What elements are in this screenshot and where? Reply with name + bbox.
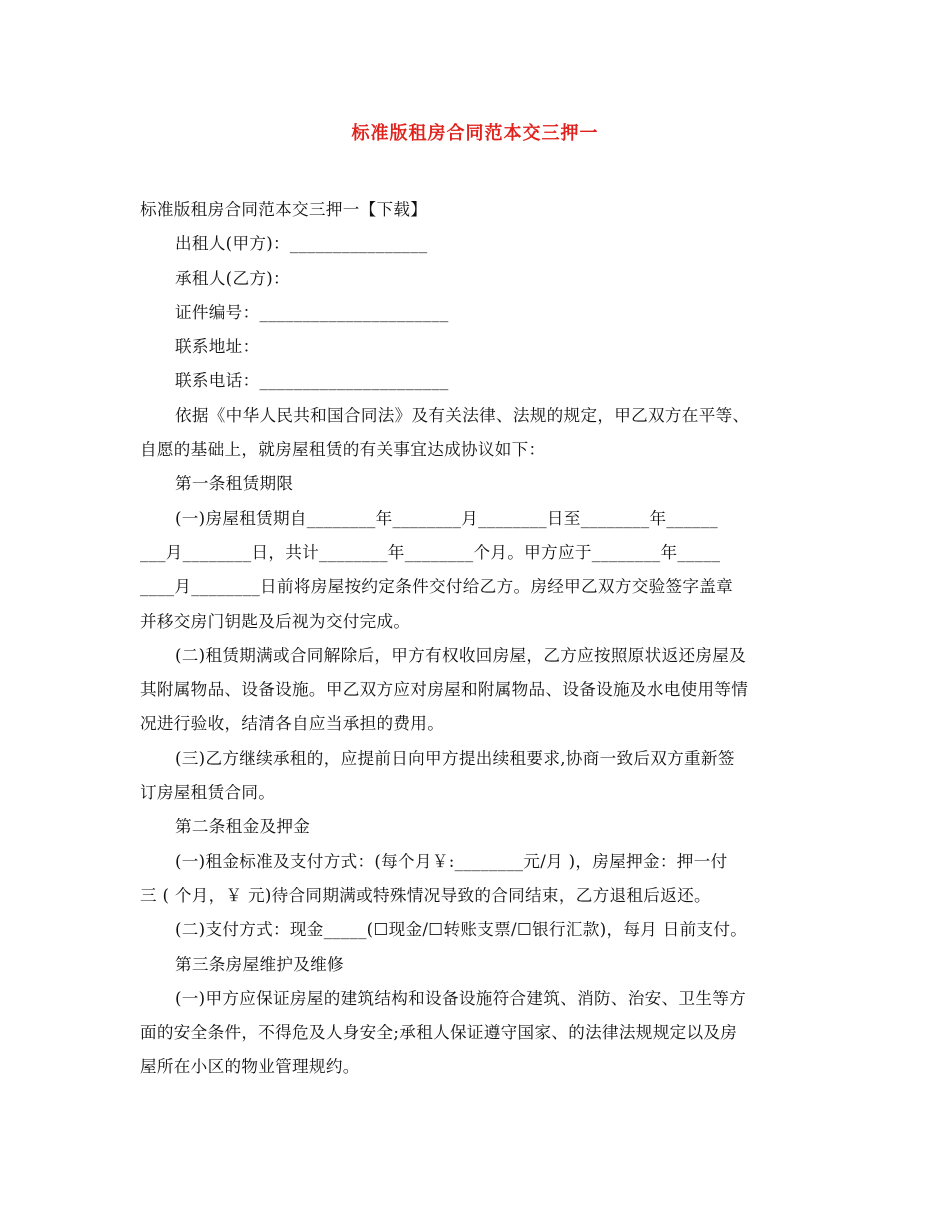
document-line: ___月________日，共计________年________个月。甲方应于________年_____ <box>140 542 721 562</box>
document-line: 第三条房屋维护及维修 <box>175 954 344 974</box>
document-line: 面的安全条件，不得危及人身安全;承租人保证遵守国家、的法律法规规定以及房 <box>140 1023 738 1043</box>
document-line: ____月________日前将房屋按约定条件交付给乙方。房经甲乙双方交验签字盖章 <box>140 577 734 597</box>
document-line: 联系地址： <box>175 337 260 357</box>
document-line: 承租人(乙方)： <box>175 268 290 288</box>
document-line: 自愿的基础上，就房屋租赁的有关事宜达成协议如下： <box>140 440 546 460</box>
document-line: 订房屋租赁合同。 <box>140 783 276 803</box>
document-line: (一)租金标准及支付方式：(每个月￥:________元/月 )，房屋押金：押一付 <box>175 851 728 871</box>
document-line: 出租人(甲方)：________________ <box>175 234 428 254</box>
document-line: 标准版租房合同范本交三押一【下载】 <box>140 200 428 219</box>
document-line: (一)甲方应保证房屋的建筑结构和设备设施符合建筑、消防、治安、卫生等方 <box>175 988 747 1008</box>
document-line: 三 ( 个月，￥ 元)待合同期满或特殊情况导致的合同结束，乙方退租后返还。 <box>140 885 711 905</box>
document-line: 第一条租赁期限 <box>175 474 294 494</box>
document-line: 证件编号：______________________ <box>175 302 449 322</box>
document-line: 其附属物品、设备设施。甲乙双方应对房屋和附属物品、设备设施及水电使用等情 <box>140 680 749 700</box>
document-line: 第二条租金及押金 <box>175 817 311 837</box>
document-title: 标准版租房合同范本交三押一 <box>351 123 599 144</box>
document-line: 依据《中华人民共和国合同法》及有关法律、法规的规定，甲乙双方在平等、 <box>175 405 750 425</box>
document-line: (二)租赁期满或合同解除后，甲方有权收回房屋，乙方应按照原状返还房屋及 <box>175 645 747 665</box>
document-line: (一)房屋租赁期自________年________月________日至________年______ <box>175 508 718 528</box>
document-line: 联系电话：______________________ <box>175 371 449 391</box>
document-line: 况进行验收，结清各自应当承担的费用。 <box>140 714 445 734</box>
document-body <box>140 193 820 1085</box>
document-line: 屋所在小区的物业管理规约。 <box>140 1057 360 1077</box>
document-line: 并移交房门钥匙及后视为交付完成。 <box>140 611 411 631</box>
document-line: (二)支付方式：现金_____(☐现金/☐转账支票/☐银行汇款)，每月 日前支付。 <box>175 920 748 940</box>
document-line: (三)乙方继续承租的，应提前日向甲方提出续租要求,协商一致后双方重新签 <box>175 748 735 768</box>
